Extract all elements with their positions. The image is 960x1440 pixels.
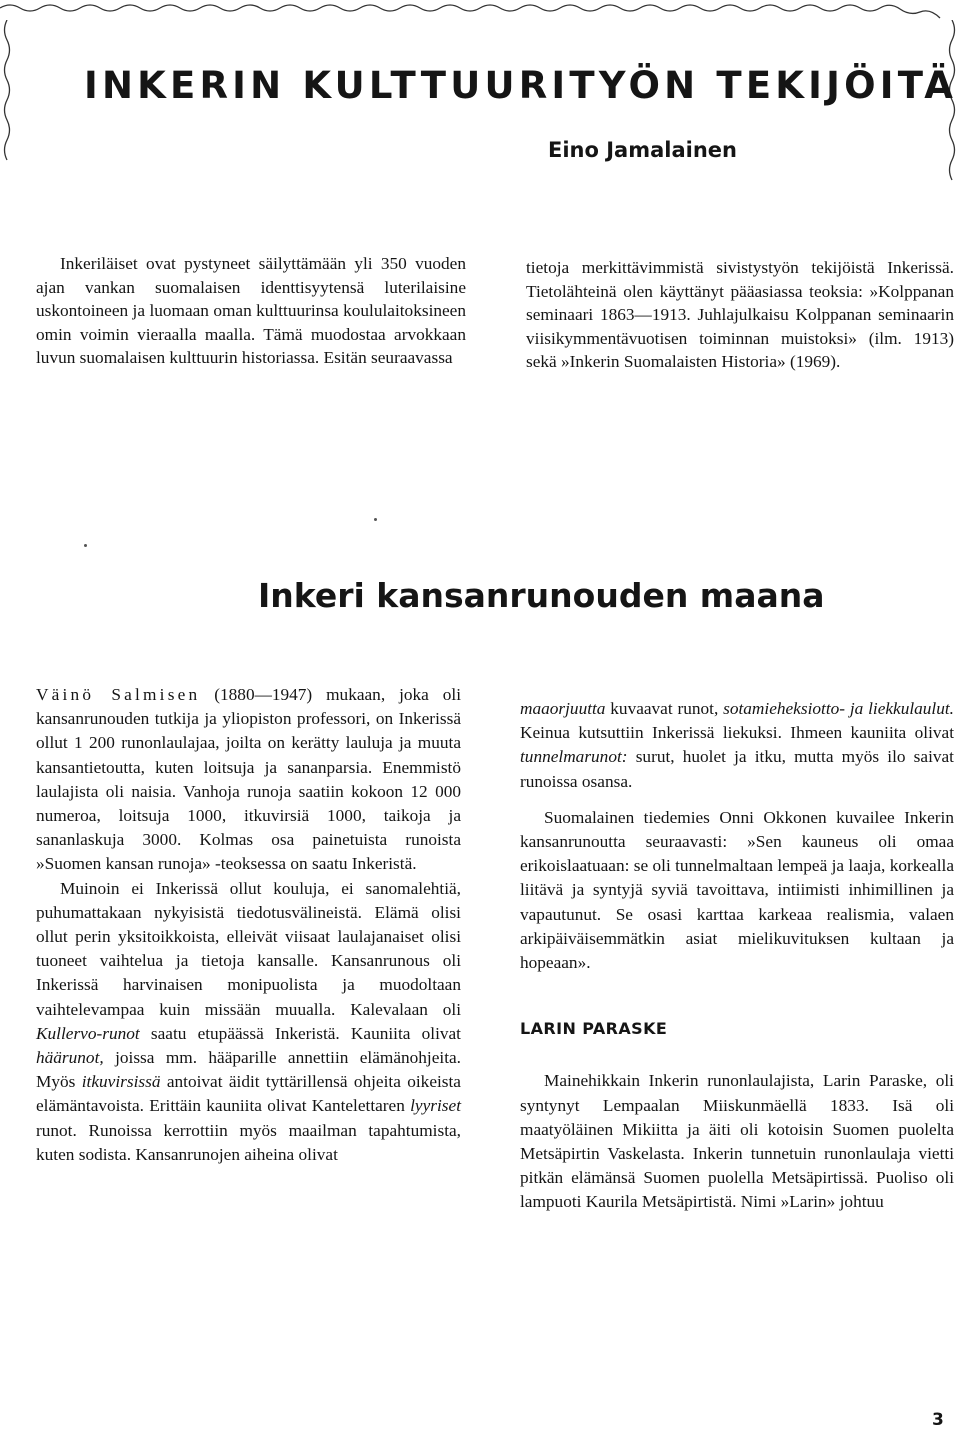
article-author: Eino Jamalainen [548,138,737,162]
italic-term: sotamieheksiotto- ja liekkulaulut. [723,699,954,718]
body-left-column [36,683,461,1167]
intro-paragraph-left: Inkeriläiset ovat pystyneet säilyttämään yli 350 vuoden ajan vankan suomalaisen identtisyytensä luterilaisine uskontoineen ja luomaan oman kulttuurinsa koululaitoksineen omin voimin vieraalla maalla. Tämä muodostaa arvokkaan luvun suomalaisen kulttuurin historiassa. Esitän seuraavassa [36,254,466,368]
author-name: Väinö Salmisen [36,685,201,704]
body-paragraph: Muinoin ei Inkerissä ollut kouluja, ei sanomalehtiä, puhumattakaan nykyisistä tiedotusvälineistä. Elämä olisi ollut perin yksitoikkoista, elleivät viisaat laulajanaiset olisi tuoneet vaihtelua ja tietoja kansalle. Kansanrunous oli Inkerissä harvinaisen monipuolista ja muodoltaan vaihtelevampaa kuin missään muualla. Kalevalaan oli Kullervo-runot saatu etupäässä Inkeristä. Kauniita olivat häärunot, joissa mm. hääparille annettiin elämänohjeita. Myös itkuvirsissä antoivat äidit tyttärillensä ohjeita oikeista elämäntavoista. Erittäin kauniita olivat Kantelettaren lyyriset runot. Runoissa kerrottiin myös maailman tapahtumista, kuten sodista. Kansanrunojen aiheina olivat [36,878,461,1164]
italic-term: maaorjuutta [520,699,606,718]
print-speck [84,544,87,547]
italic-term: häärunot, [36,1048,104,1068]
subsection-heading: LARIN PARASKE [520,1019,668,1039]
article-title: INKERIN KULTTUURITYÖN TEKIJÖITÄ [84,64,958,107]
page-number: 3 [932,1410,944,1430]
wavy-border-left [0,20,14,170]
body-paragraph: maaorjuutta kuvaavat runot, sotamieheksiotto- ja liekkulaulut. Keinua kutsuttiin Inkerissä liekuksi. Ihmeen kauniita olivat tunnelmarunot: surut, huolet ja itku, mutta myös ilo saivat runoissa osansa. [520,699,954,791]
section-heading: Inkeri kansanrunouden maana [258,576,825,615]
italic-term: lyyriset [410,1096,461,1116]
intro-paragraph-right: tietoja merkittävimmistä sivistystyön tekijöistä Inkerissä. Tietolähteinä olen käyttänyt pääasiassa teoksia: »Kolppanan seminaari 1863—1913. Juhlajulkaisu Kolppanan seminaarin viisikymmentävuotisen toiminnan muistoksi» (ilm. 1913) sekä »Inkerin Suomalaisten Historia» (1969). [526,258,954,372]
body-paragraph: Mainehikkain Inkerin runonlaulajista, Larin Paraske, oli syntynyt Lempaalan Miiskunmäellä 1833. Isä oli maatyöläinen Mikiitta ja äiti oli kotoisin Suomen puolelta Metsäpirtin Vaskelasta. Inkerin tunnetuin runonlaulaja vietti pitkän elämänsä Suomen puolella Metsäpirtissä. Puoliso oli lampuoti Kaurila Metsäpirtistä. Nimi »Larin» johtuu [520,1071,954,1212]
italic-term: Kullervo-runot [36,1023,140,1043]
italic-term: tunnelmarunot: [520,747,628,767]
wavy-border-top [0,0,960,26]
body-right-column [520,697,954,1215]
body-paragraph: Väinö Salmisen (1880—1947) mukaan, joka oli kansanrunouden tutkija ja yliopiston professori, on Inkerissä ollut 1 200 runonlaulajaa, joilta on kerätty lauluja ja muuta kansantietoutta, kuten loitsuja ja sananparsia. Enemmistö laulajista oli naisia. Vanhoja runoja saatiin kokoon 12 000 numeroa, loitsuja 1000, itkuvirsiä 1000, taikoja ja sananlaskuja 3000. Kolmas osa painetuista runoista »Suomen kansan runoja» -teoksessa on saatu Inkeristä. [36,685,461,874]
body-paragraph: Suomalainen tiedemies Onni Okkonen kuvailee Inkerin kansanrunoutta seuraavasti: »Sen kauneus oli omaa erikoislaatuaan: se oli tunnelmaltaan lempeä ja laaja, korkealla liitävä ja syntyjä syviä tavoittava, intiimisti inhimillinen ja vapautunut. Se osasi karttaa karkeaa realismia, valaen arkipäiväisemmätkin asiat mielikuvituksen kultaan ja hopeaan». [520,807,954,973]
intro-left-column [36,252,466,370]
print-speck [374,518,377,521]
intro-right-column [526,256,954,374]
italic-term: itkuvirsissä [81,1072,161,1092]
